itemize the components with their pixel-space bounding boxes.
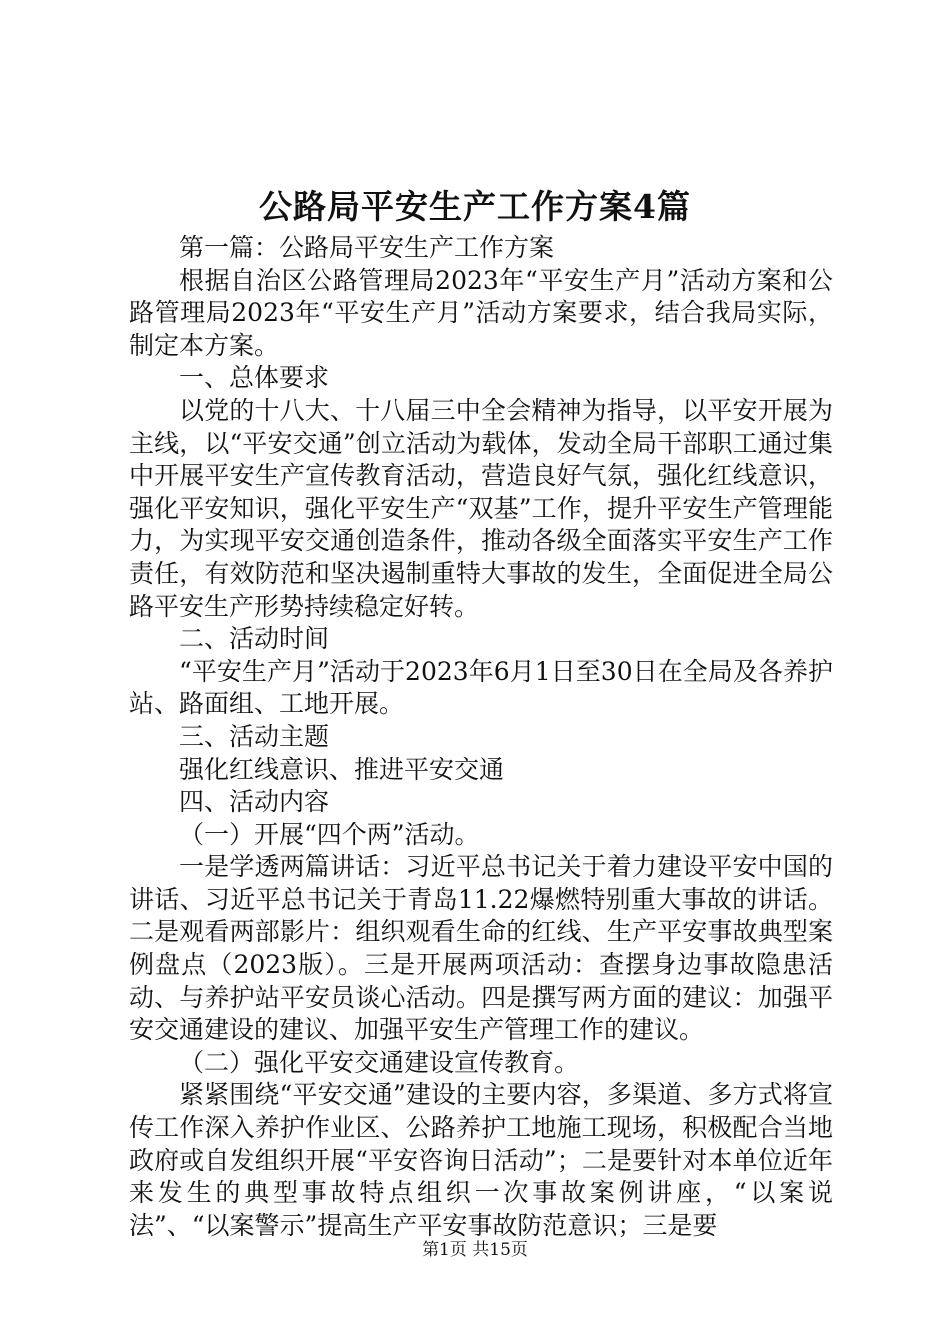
subheading-publicity-education: （二）强化平安交通建设宣传教育。 xyxy=(179,1047,580,1077)
paragraph-publicity-education: 紧紧围绕“平安交通”建设的主要内容，多渠道、多方式将宣传工作深入养护作业区、公路养护工地施工现场，积极配合当地政府或自发组织开展“平安咨询日活动”；二是要针对本单位近年来发生的典型事故特点组织一次事故案例讲座，“以案说法”、“以案警示”提高生产平安事故防范意识；三是要 xyxy=(129,1080,833,1240)
heading-activity-theme: 三、活动主题 xyxy=(179,721,330,751)
paragraph-four-twos: 一是学透两篇讲话：习近平总书记关于着力建设平安中国的讲话、习近平总书记关于青岛11.22爆燃特别重大事故的讲话。二是观看两部影片：组织观看生命的红线、生产平安事故典型案例盘点（2023版）。三是开展两项活动：查摆身边事故隐患活动、与养护站平安员谈心活动。四是撰写两方面的建议：加强平安交通建设的建议、加强平安生产管理工作的建议。 xyxy=(129,852,833,1045)
document-title: 公路局平安生产工作方案4篇 xyxy=(259,187,691,226)
heading-activity-time: 二、活动时间 xyxy=(179,624,330,654)
paragraph-intro: 根据自治区公路管理局2023年“平安生产月”活动方案和公路管理局2023年“平安生产月”活动方案要求，结合我局实际，制定本方案。 xyxy=(129,265,833,360)
paragraph-activity-theme: 强化红线意识、推进平安交通 xyxy=(179,754,505,784)
document-body xyxy=(129,232,833,1242)
heading-general-requirements: 一、总体要求 xyxy=(179,363,330,393)
paragraph-section-heading: 第一篇：公路局平安生产工作方案 xyxy=(179,233,555,262)
subheading-four-twos: （一）开展“四个两”活动。 xyxy=(179,819,480,849)
page-number: 第1页 共15页 xyxy=(422,1240,528,1260)
heading-activity-content: 四、活动内容 xyxy=(179,787,330,817)
paragraph-activity-time: “平安生产月”活动于2023年6月1日至30日在全局及各养护站、路面组、工地开展。 xyxy=(129,656,833,719)
paragraph-general-requirements: 以党的十八大、十八届三中全会精神为指导，以平安开展为主线，以“平安交通”创立活动为载体，发动全局干部职工通过集中开展平安生产宣传教育活动，营造良好气氛，强化红线意识，强化平安知识，强化平安生产“双基”工作，提升平安生产管理能力，为实现平安交通创造条件，推动各级全面落实平安生产工作责任，有效防范和坚决遏制重特大事故的发生，全面促进全局公路平安生产形势持续稳定好转。 xyxy=(129,395,833,621)
